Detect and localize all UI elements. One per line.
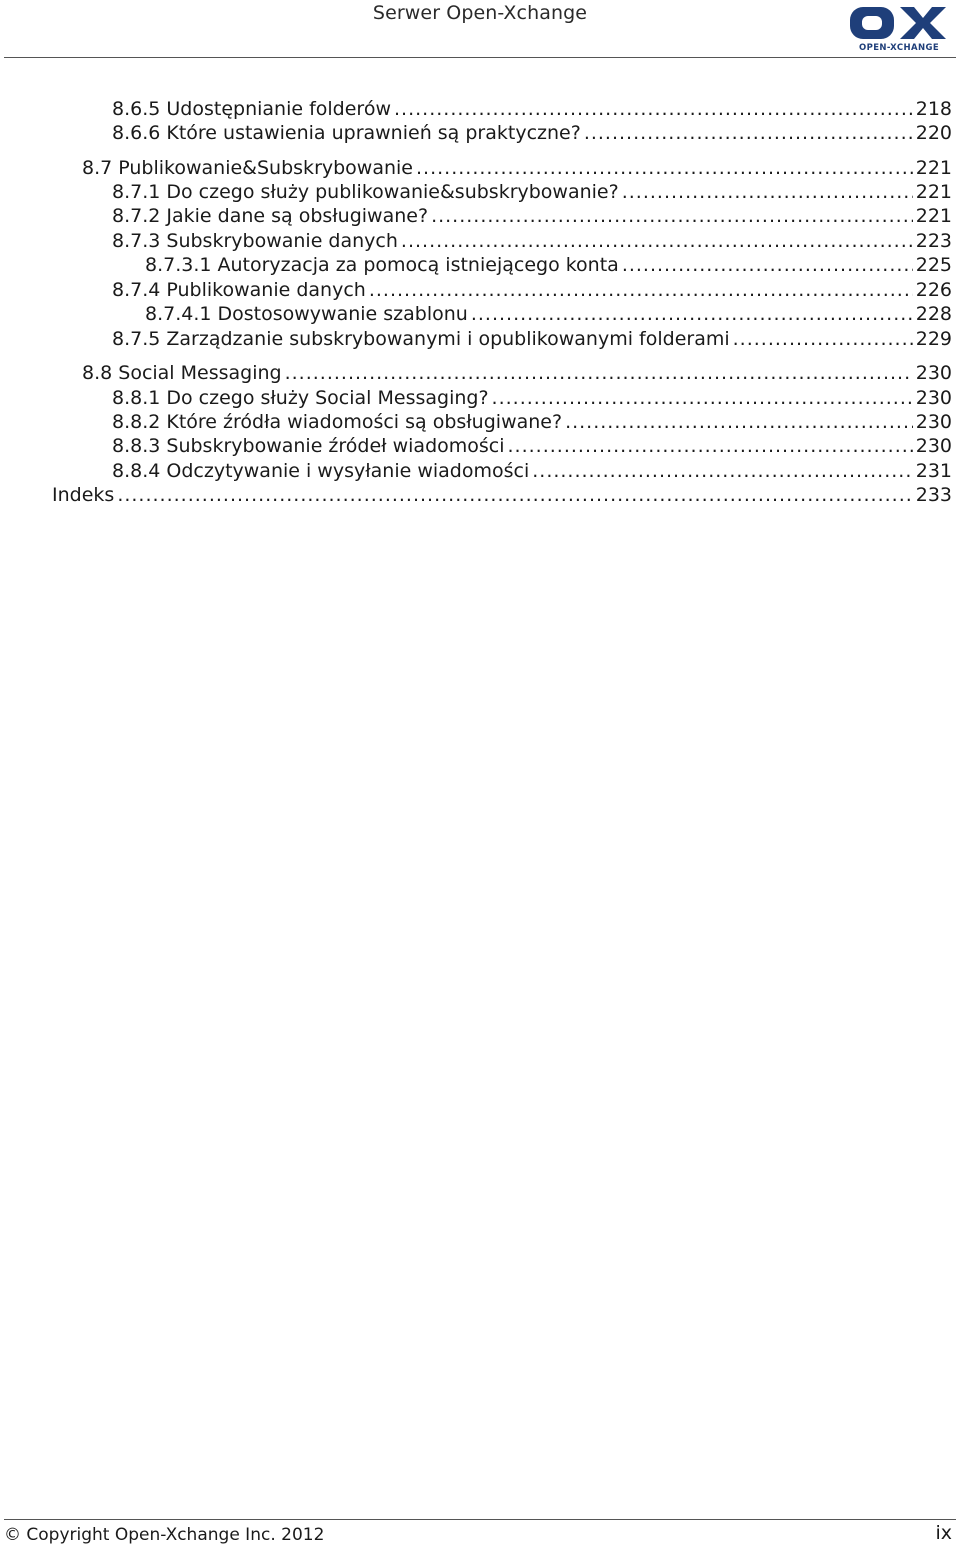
toc-entry-title: 8.7.3.1 Autoryzacja za pomocą istniejącego konta <box>145 254 619 276</box>
toc-entry-page: 231 <box>915 460 952 482</box>
toc-entry-page: 230 <box>915 362 952 384</box>
toc-entry-page: 226 <box>915 279 952 301</box>
toc-dot-leader <box>733 327 913 351</box>
toc-dot-leader <box>431 204 913 228</box>
toc-dot-leader <box>532 459 913 483</box>
toc-entry-title: 8.8.1 Do czego służy Social Messaging? <box>112 387 489 409</box>
toc-entry-title: 8.7.3 Subskrybowanie danych <box>112 230 398 252</box>
toc-entry[interactable] <box>52 483 952 507</box>
toc-entry[interactable] <box>145 302 952 326</box>
toc-entry-title: 8.7.4 Publikowanie danych <box>112 279 366 301</box>
toc-entry-page: 218 <box>915 98 952 120</box>
toc-entry-title: 8.8.3 Subskrybowanie źródeł wiadomości <box>112 435 505 457</box>
toc-entry[interactable] <box>82 156 952 180</box>
toc-entry-title: 8.8.4 Odczytywanie i wysyłanie wiadomości <box>112 460 530 482</box>
toc-entry-page: 228 <box>915 303 952 325</box>
toc-entry-title: Indeks <box>52 484 115 506</box>
toc-entry-title: 8.7.4.1 Dostosowywanie szablonu <box>145 303 468 325</box>
toc-entry-title: 8.7.2 Jakie dane są obsługiwane? <box>112 205 429 227</box>
page-title: Serwer Open-Xchange <box>372 2 588 24</box>
toc-dot-leader <box>622 253 913 277</box>
toc-dot-leader <box>285 361 913 385</box>
toc-entry-page: 230 <box>915 435 952 457</box>
toc-entry-page: 233 <box>915 484 952 506</box>
toc-entry[interactable] <box>112 434 952 458</box>
copyright-notice: © Copyright Open-Xchange Inc. 2012 <box>4 1525 325 1545</box>
open-xchange-logo <box>848 4 952 54</box>
toc-entry[interactable] <box>112 327 952 351</box>
toc-entry-page: 221 <box>915 181 952 203</box>
toc-dot-leader <box>471 302 913 326</box>
header-divider <box>4 57 956 58</box>
toc-entry-page: 230 <box>915 387 952 409</box>
toc-dot-leader <box>508 434 913 458</box>
toc-dot-leader <box>492 386 913 410</box>
toc-entry[interactable] <box>112 410 952 434</box>
toc-entry-page: 221 <box>915 157 952 179</box>
toc-entry-page: 221 <box>915 205 952 227</box>
toc-dot-leader <box>622 180 913 204</box>
toc-dot-leader <box>584 121 913 145</box>
toc-entry[interactable] <box>112 204 952 228</box>
toc-dot-leader <box>117 483 912 507</box>
toc-entry-title: 8.7.5 Zarządzanie subskrybowanymi i opublikowanymi folderami <box>112 328 730 350</box>
svg-text:OPEN-XCHANGE: OPEN-XCHANGE <box>858 43 940 53</box>
toc-entry-page: 220 <box>915 122 952 144</box>
toc-entry-title: 8.7.1 Do czego służy publikowanie&subskrybowanie? <box>112 181 619 203</box>
toc-entry-page: 229 <box>915 328 952 350</box>
toc-entry[interactable] <box>145 253 952 277</box>
toc-entry-page: 230 <box>915 411 952 433</box>
footer-divider <box>4 1519 956 1520</box>
toc-entry-title: 8.7 Publikowanie&Subskrybowanie <box>82 157 413 179</box>
toc-dot-leader <box>416 156 913 180</box>
toc-entry[interactable] <box>112 386 952 410</box>
toc-entry[interactable] <box>112 229 952 253</box>
toc-dot-leader <box>401 229 913 253</box>
toc-entry-title: 8.6.6 Które ustawienia uprawnień są praktyczne? <box>112 122 581 144</box>
toc-entry[interactable] <box>112 121 952 145</box>
page-number: ix <box>935 1522 952 1544</box>
toc-entry-title: 8.6.5 Udostępnianie folderów <box>112 98 391 120</box>
toc-dot-leader <box>394 97 913 121</box>
toc-dot-leader <box>369 278 913 302</box>
toc-entry[interactable] <box>112 97 952 121</box>
toc-entry[interactable] <box>112 459 952 483</box>
toc-entry[interactable] <box>112 278 952 302</box>
toc-dot-leader <box>565 410 913 434</box>
toc-entry-page: 223 <box>915 230 952 252</box>
toc-entry[interactable] <box>82 361 952 385</box>
toc-entry-title: 8.8.2 Które źródła wiadomości są obsługiwane? <box>112 411 563 433</box>
toc-entry-page: 225 <box>915 254 952 276</box>
toc-entry[interactable] <box>112 180 952 204</box>
toc-entry-title: 8.8 Social Messaging <box>82 362 282 384</box>
